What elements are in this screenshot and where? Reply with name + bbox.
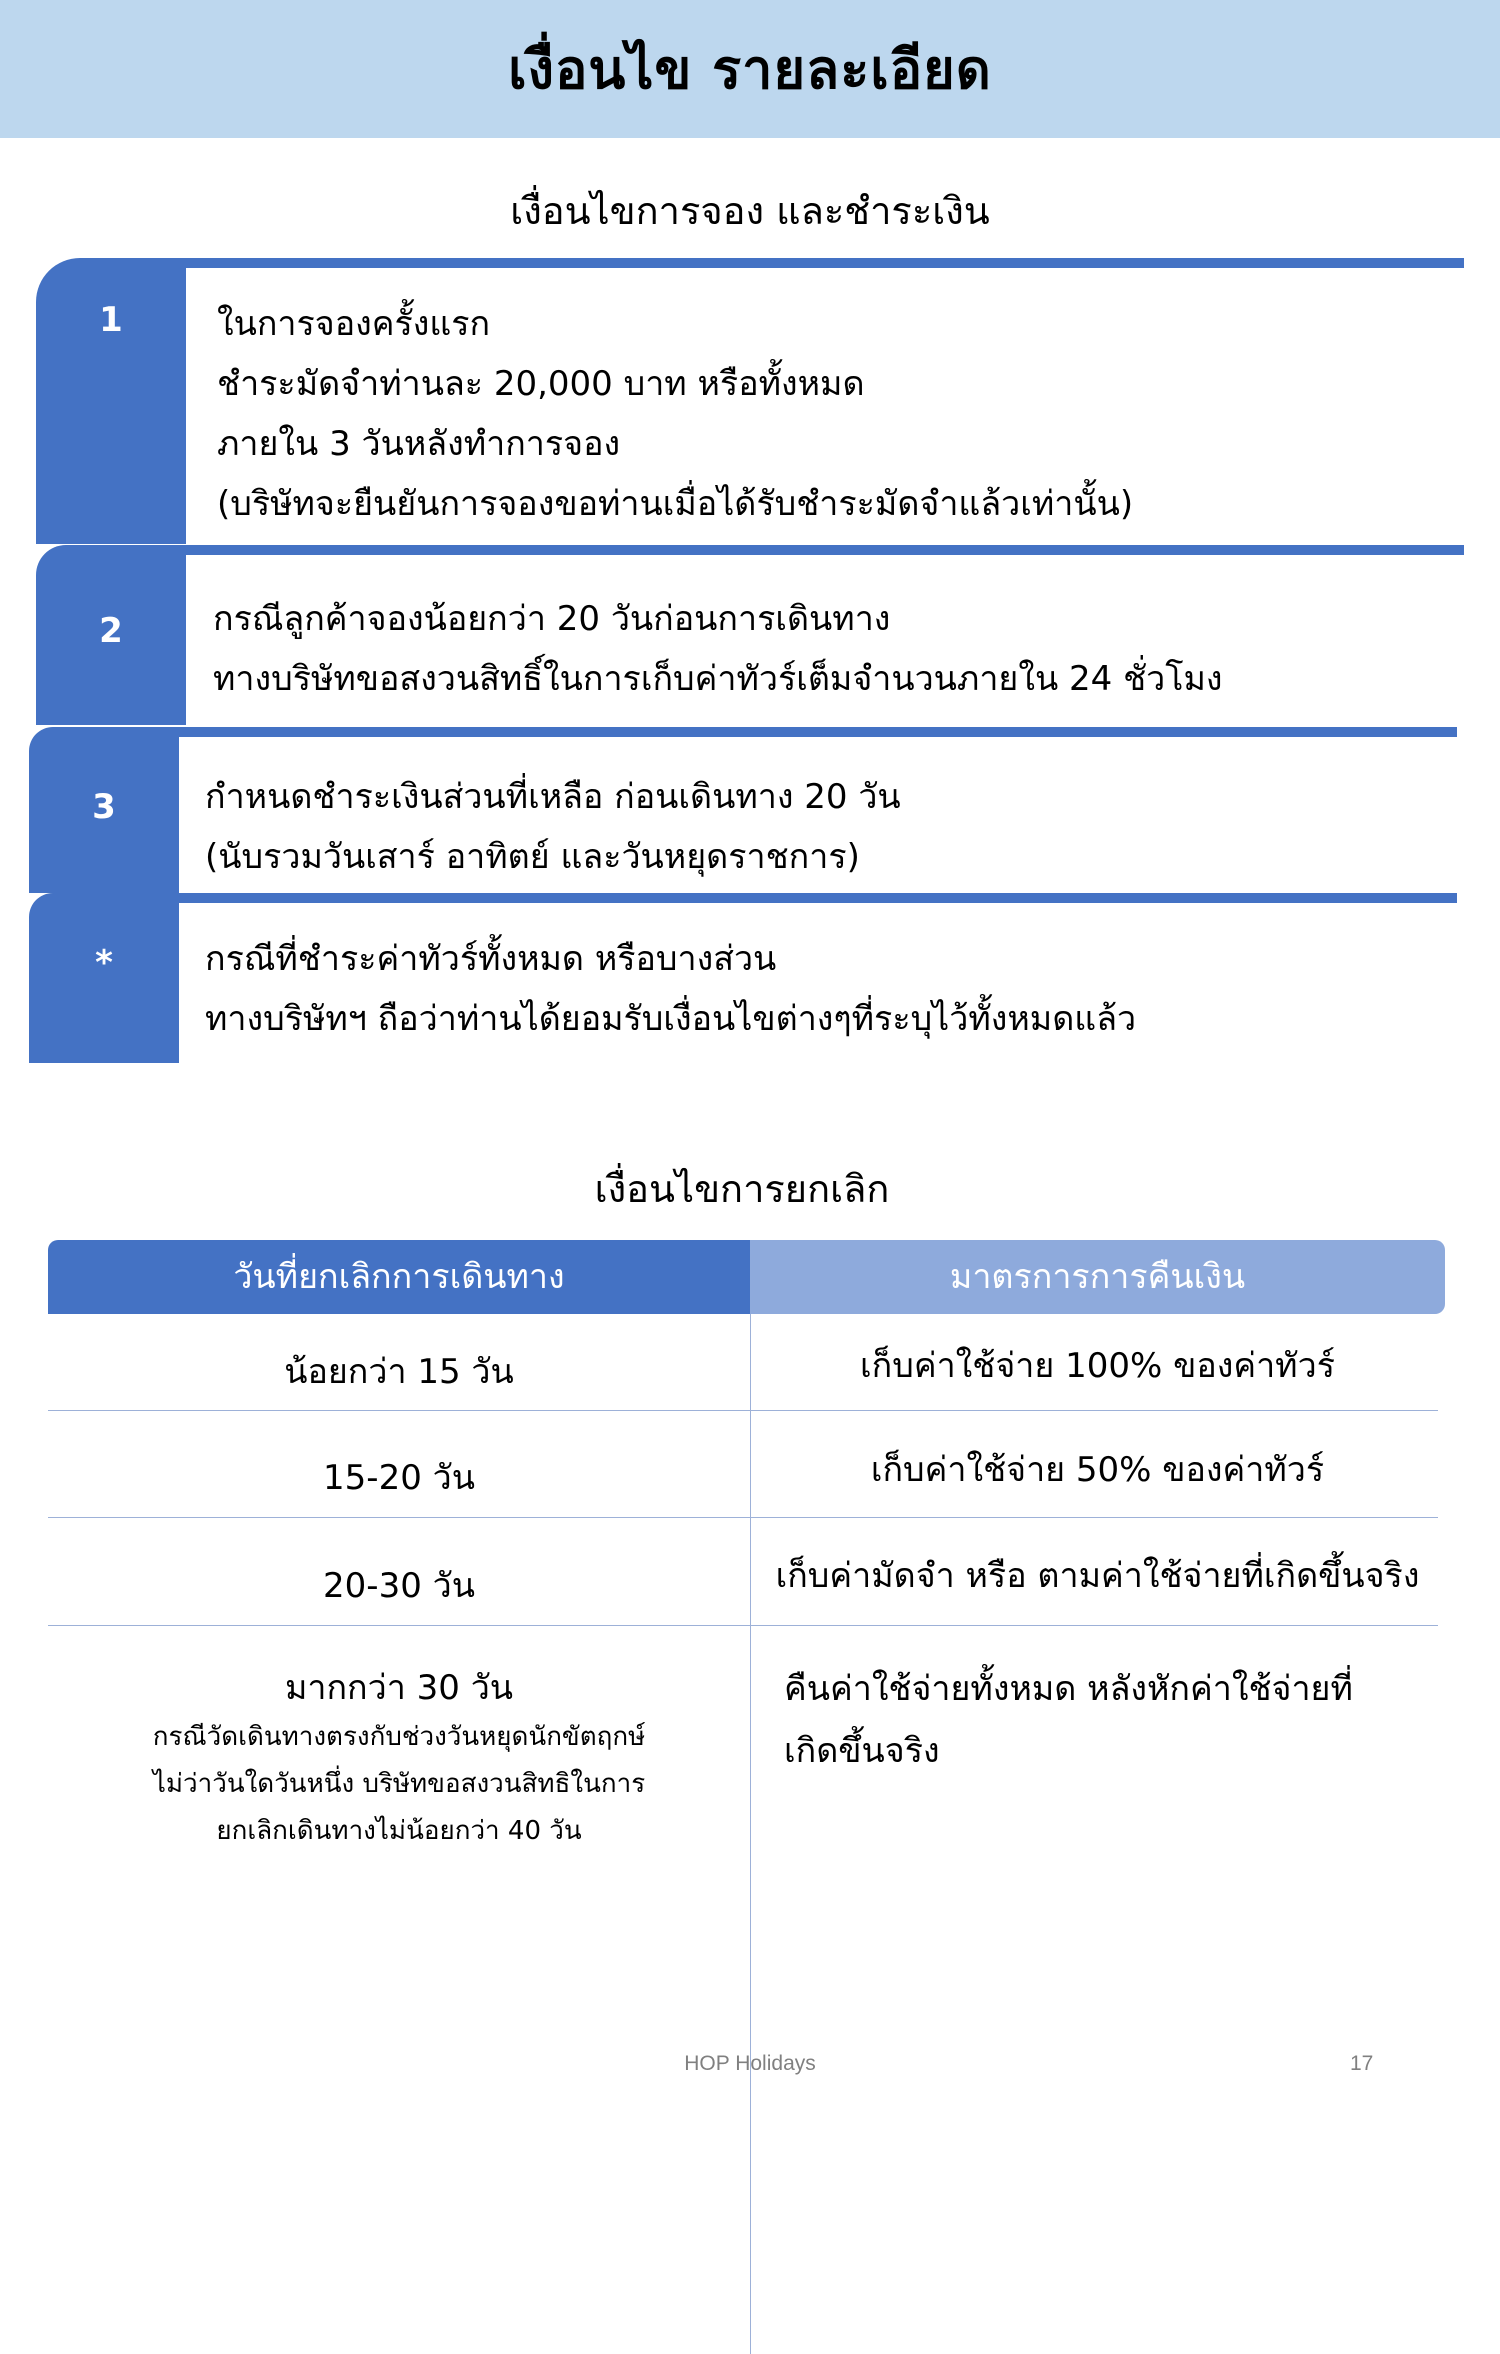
row-line: ชำระมัดจำท่านละ 20,000 บาท หรือทั้งหมด xyxy=(217,364,865,404)
row-text xyxy=(205,929,1136,1049)
booking-row-2 xyxy=(36,545,1464,725)
table-cell-period: มากกว่า 30 วัน xyxy=(284,1668,514,1708)
row-line: ภายใน 3 วันหลังทำการจอง xyxy=(217,424,621,464)
row-line: (บริษัทจะยืนยันการจองขอท่านเมื่อได้รับชำระมัดจำแล้วเท่านั้น) xyxy=(217,484,1134,524)
row-line: ในการจองครั้งแรก xyxy=(217,304,491,344)
booking-section-title: เงื่อนไขการจอง และชำระเงิน xyxy=(510,189,990,233)
row-line: ทางบริษัทขอสงวนสิทธิ์ในการเก็บค่าทัวร์เต็มจำนวนภายใน 24 ชั่วโมง xyxy=(213,659,1223,699)
row-asterisk: * xyxy=(95,943,113,983)
table-cell-period: 20-30 วัน xyxy=(323,1566,475,1606)
row-text xyxy=(205,767,901,887)
row-line: กรณีที่ชำระค่าทัวร์ทั้งหมด หรือบางส่วน xyxy=(205,939,777,979)
table-cell-refund: เก็บค่ามัดจำ หรือ ตามค่าใช้จ่ายที่เกิดขึ้นจริง xyxy=(775,1556,1420,1596)
page-number: 17 xyxy=(1350,2052,1374,2075)
note-line: ไม่ว่าวันใดวันหนึ่ง บริษัทขอสงวนสิทธิในการ xyxy=(152,1769,646,1799)
row-line: กำหนดชำระเงินส่วนที่เหลือ ก่อนเดินทาง 20 วัน xyxy=(205,777,901,817)
cancellation-section-title: เงื่อนไขการยกเลิก xyxy=(594,1167,890,1211)
row-line: (นับรวมวันเสาร์ อาทิตย์ และวันหยุดราชการ) xyxy=(205,837,860,877)
table-cell-note xyxy=(48,1714,750,1855)
footer-brand: HOP Holidays xyxy=(684,2052,816,2075)
table-header-refund: มาตรการการคืนเงิน xyxy=(750,1240,1445,1314)
row-line: ทางบริษัทฯ ถือว่าท่านได้ยอมรับเงื่อนไขต่างๆที่ระบุไว้ทั้งหมดแล้ว xyxy=(205,999,1137,1039)
page-title: เงื่อนไข รายละเอียด xyxy=(508,38,992,101)
table-cell-refund xyxy=(784,1658,1424,1782)
row-top-line xyxy=(186,545,1464,555)
row-number: 3 xyxy=(92,787,116,827)
note-line: กรณีวัดเดินทางตรงกับช่วงวันหยุดนักขัตฤกษ์ xyxy=(152,1722,646,1752)
row-text xyxy=(213,589,1223,709)
refund-line: เกิดขึ้นจริง xyxy=(784,1731,940,1771)
booking-row-3 xyxy=(29,727,1457,893)
table-row-divider xyxy=(48,1625,1438,1626)
booking-row-note xyxy=(29,893,1457,1063)
row-top-line xyxy=(186,258,1464,268)
header-band xyxy=(0,0,1500,138)
row-text xyxy=(217,294,1133,534)
table-header-period: วันที่ยกเลิกการเดินทาง xyxy=(48,1240,750,1314)
note-line: ยกเลิกเดินทางไม่น้อยกว่า 40 วัน xyxy=(216,1816,582,1846)
row-line: กรณีลูกค้าจองน้อยกว่า 20 วันก่อนการเดินทาง xyxy=(213,599,891,639)
table-cell-period: 15-20 วัน xyxy=(323,1458,475,1498)
refund-line: คืนค่าใช้จ่ายทั้งหมด หลังหักค่าใช้จ่ายที่ xyxy=(784,1669,1353,1709)
row-number: 2 xyxy=(99,611,123,651)
row-top-line xyxy=(179,893,1457,903)
booking-row-1 xyxy=(36,258,1464,544)
table-row-divider xyxy=(48,1410,1438,1411)
row-number: 1 xyxy=(99,300,123,340)
table-cell-period: น้อยกว่า 15 วัน xyxy=(284,1352,514,1392)
table-row-divider xyxy=(48,1517,1438,1518)
table-cell-refund: เก็บค่าใช้จ่าย 50% ของค่าทัวร์ xyxy=(870,1450,1325,1490)
row-top-line xyxy=(179,727,1457,737)
table-cell-refund: เก็บค่าใช้จ่าย 100% ของค่าทัวร์ xyxy=(860,1346,1335,1386)
